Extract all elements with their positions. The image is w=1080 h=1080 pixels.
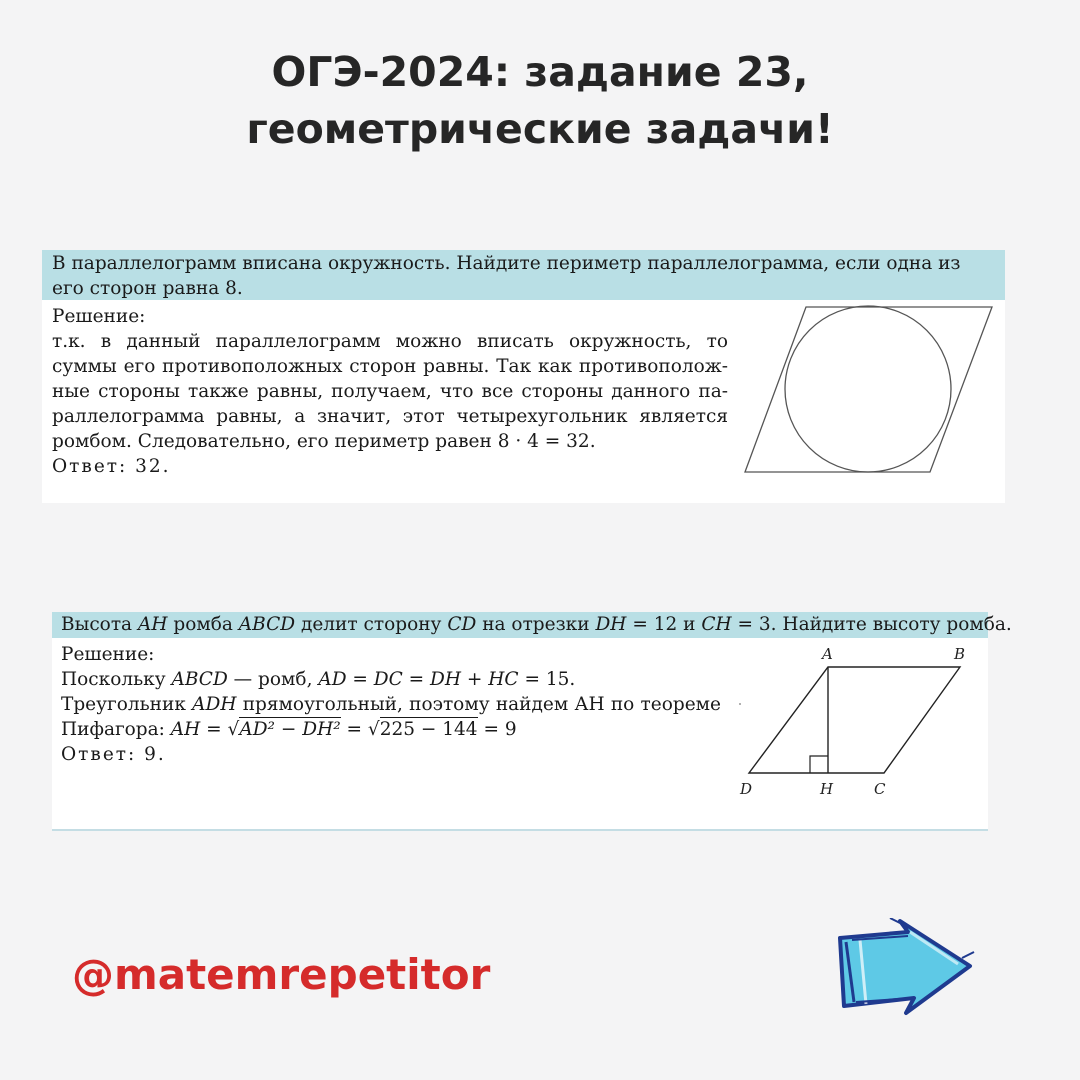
problem-1-question: В параллелограмм вписана окружность. Найдите периметр параллелограмма, если одна из его сторон равна 8. bbox=[42, 250, 1005, 300]
label-d: D bbox=[740, 780, 753, 798]
rhombus-with-inscribed-circle-figure bbox=[742, 304, 998, 476]
problem-2-solution bbox=[61, 642, 721, 767]
dot bbox=[739, 703, 741, 705]
solution-line: Поскольку ABCD — ромб, AD = DC = DH + HC = 15. bbox=[61, 669, 576, 690]
rhombus-with-height-figure bbox=[736, 642, 988, 802]
solution-label: Решение: bbox=[52, 306, 146, 327]
right-angle-marker bbox=[810, 756, 828, 773]
problem-2-card bbox=[52, 612, 1012, 831]
answer: Ответ: 32. bbox=[52, 456, 171, 477]
solution-formula: Пифагора: AH = √AD² − DH² = √225 − 144 = 9 bbox=[61, 719, 517, 740]
parallelogram-shape bbox=[745, 307, 992, 472]
social-handle: @matemrepetitor bbox=[72, 950, 491, 999]
page-title bbox=[0, 44, 1080, 158]
solution-line: раллелограмма равны, а значит, этот четырехугольник является bbox=[52, 406, 728, 427]
label-b: B bbox=[954, 645, 966, 663]
label-a: A bbox=[822, 645, 833, 663]
problem-1-solution bbox=[52, 304, 728, 479]
solution-line: Треугольник ADH прямоугольный, поэтому найдем АН по теореме bbox=[61, 694, 722, 715]
answer: Ответ: 9. bbox=[61, 744, 166, 765]
label-c: C bbox=[874, 780, 886, 798]
solution-line: ные стороны также равны, получаем, что все стороны данного па- bbox=[52, 381, 728, 402]
solution-line: ромбом. Следовательно, его периметр равен 8 · 4 = 32. bbox=[52, 431, 596, 452]
label-h: H bbox=[820, 780, 834, 798]
problem-1-card bbox=[42, 250, 1005, 503]
arrow-right-icon[interactable] bbox=[830, 918, 980, 1018]
solution-line: суммы его противоположных сторон равны. Так как противополож- bbox=[52, 356, 728, 377]
inscribed-circle bbox=[785, 306, 951, 472]
problem-2-question: Высота AH ромба ABCD делит сторону CD на отрезки DH = 12 и CH = 3. Найдите высоту ромба. bbox=[52, 612, 988, 638]
solution-line: т.к. в данный параллелограмм можно вписать окружность, то bbox=[52, 331, 728, 352]
title-line-2: геометрические задачи! bbox=[246, 105, 834, 153]
title-line-1: ОГЭ-2024: задание 23, bbox=[271, 48, 809, 96]
solution-label: Решение: bbox=[61, 644, 155, 665]
rhombus-shape bbox=[749, 667, 960, 773]
